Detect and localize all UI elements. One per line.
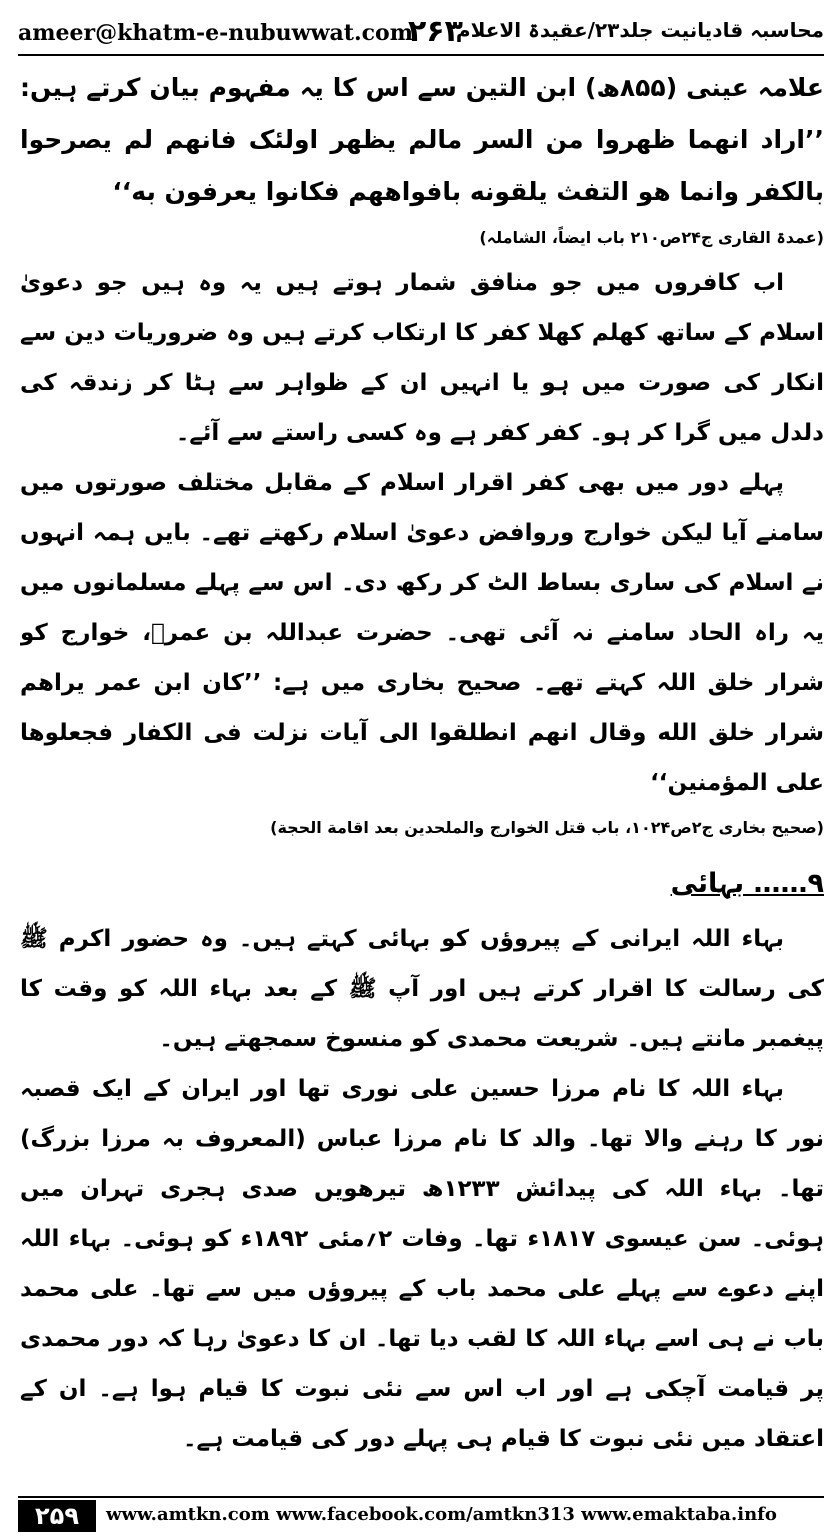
paragraph-munafiq: اب کافروں میں جو منافق شمار ہوتے ہیں یہ وہ ہیں جو دعویٰ اسلام کے ساتھ کھلم کھلا کفر کا ارتکاب کرتے ہیں وہ ضروریات دین سے انکار کی صورت میں ہو یا انہیں ان کے ظواہر سے ہٹا کر زندقہ کی دلدل میں گرا کر ہو۔ کفر کفر ہے وہ کسی راستے سے آئے۔ [20, 270, 824, 446]
paragraph-khawarij: پہلے دور میں بھی کفر اقرار اسلام کے مقابل مختلف صورتوں میں سامنے آیا لیکن خوارج وروافض دعویٰ اسلام رکھتے تھے۔ بایں ہمہ انہوں نے اسلام کی ساری بساط الٹ کر رکھ دی۔ اس سے پہلے مسلمانوں میں یہ راہ الحاد سامنے نہ آئی تھی۔ حضرت عبداللہ بن عمرؓ، خوارج کو شرار خلق اللہ کہتے تھے۔ صحیح بخاری میں ہے: ’’كان ابن عمر يراهم شرار خلق الله وقال انهم انطلقوا الى آيات نزلت فى الكفار فجعلوها على المؤمنين‘‘ [20, 470, 824, 796]
header-page-number: ۲۶۳ [408, 14, 463, 49]
section-heading-bahai: ۹…… بہائی [670, 868, 824, 899]
reference-umdat-al-qari: (عمدۃ القاری ج۲۴ص۲۱۰ باب ایضاً، الشاملہ) [479, 228, 824, 247]
reference-sahih-bukhari: (صحیح بخاری ج۲ص۱۰۲۴، باب قتل الخوارج والملحدين بعد اقامة الحجة) [270, 818, 824, 837]
paragraph-bahaullah-bio: بہاء اللہ کا نام مرزا حسین علی نوری تھا اور ایران کے ایک قصبہ نور کا رہنے والا تھا۔ والد کا نام مرزا عباس (المعروف بہ مرزا بزرگ) تھا۔ بہاء اللہ کی پیدائش ۱۲۳۳ھ تیرھویں صدی ہجری تہران میں ہوئی۔ سن عیسوی ۱۸۱۷ء تھا۔ وفات ۲؍مئی ۱۸۹۲ء کو ہوئی۔ بہاء اللہ اپنے دعوے سے پہلے علی محمد باب کے پیروؤں میں سے تھا۔ علی محمد باب نے ہی اسے بہاء اللہ کا لقب دیا تھا۔ ان کا دعویٰ رہا کہ دور محمدی پر قیامت آچکی ہے اور اب اس سے نئی نبوت کا قیام ہوا ہے۔ ان کے اعتقاد میں نئی نبوت کا قیام ہی پہلے دور کی قیامت ہے۔ [20, 1076, 824, 1452]
page-footer [18, 1496, 824, 1534]
footer-website-links: www.amtkn.com www.facebook.com/amtkn313 www.emaktaba.info [106, 1504, 777, 1525]
paragraph-quote-aini: علامہ عینی (۸۵۵ھ) ابن التین سے اس کا یہ مفہوم بیان کرتے ہیں: ’’اراد انهما ظهروا من السر مالم يظهر اولئک فانهم لم يصرحوا بالكفر وانما هو التفث يلقونه بافواههم فكانوا يعرفون به‘‘ [20, 73, 824, 206]
page-header [18, 14, 824, 56]
page-content [20, 62, 824, 1472]
header-email: ameer@khatm-e-nubuwwat.com [18, 20, 413, 46]
footer-page-number: ۲۵۹ [18, 1500, 96, 1532]
header-book-title: محاسبہ قادیانیت جلد۲۳/عقیدۃ الاعلام [455, 18, 824, 42]
paragraph-bahai-intro: بہاء اللہ ایرانی کے پیروؤں کو بہائی کہتے ہیں۔ وہ حضور اکرم ﷺ کی رسالت کا اقرار کرتے ہیں اور آپ ﷺ کے بعد بہاء اللہ کو وقت کا پیغمبر مانتے ہیں۔ شریعت محمدی کو منسوخ سمجھتے ہیں۔ [20, 926, 824, 1052]
